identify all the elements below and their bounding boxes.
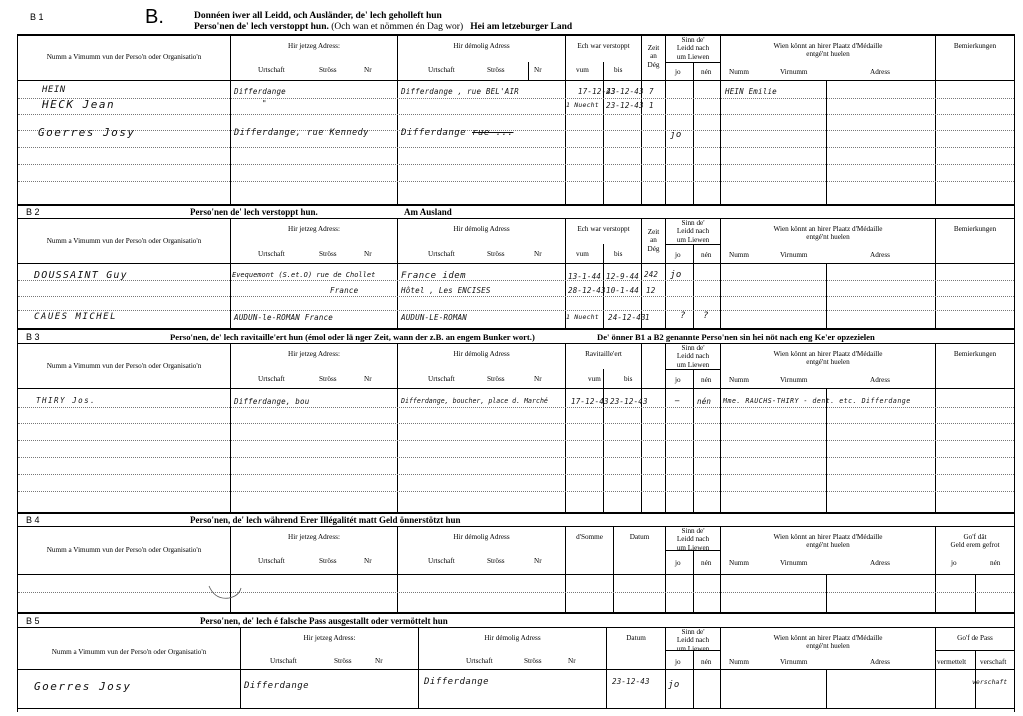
b4-col-gave-no: nén — [990, 559, 1001, 567]
b3-col-town2: Urtschaft — [428, 375, 455, 383]
b1-col-from: vum — [576, 66, 589, 74]
b5-top-rule — [17, 612, 1015, 614]
b2-r1-to2: 10-1-44 — [606, 286, 640, 295]
b5-r1-name: Goerres Josy — [34, 680, 132, 693]
b4-col-current: Hir jetzeg Adress: — [288, 533, 340, 541]
b3-col-mname: Numm — [729, 376, 749, 384]
b5-col-town2: Urtschaft — [466, 657, 493, 665]
b2-col-street2: Ströss — [487, 250, 505, 258]
b1-r1-former: Differdange , rue BEL'AIR — [401, 87, 519, 96]
b4-col-maddr: Adress — [870, 559, 890, 567]
b1-r2-from: 1 Nuecht — [566, 101, 599, 109]
b1-top-rule — [17, 34, 1015, 36]
b2-r2-to: 24-12-43 — [608, 313, 646, 322]
b5-col-nr2: Nr — [568, 657, 576, 665]
b2-r1-current: Evequemont (S.et.O) rue de Chollet — [232, 271, 376, 279]
b1-r2-days: 1 — [649, 101, 654, 110]
b3-col-ravitaille: Ravitaille'ert — [585, 350, 622, 358]
b5-col-yes: jo — [675, 658, 681, 666]
header-line1: Donnéen iwer all Leidd, och Ausländer, de' lech geholleft hun — [194, 11, 442, 21]
b2-col-yes: jo — [675, 251, 681, 259]
b3-top-rule — [17, 328, 1015, 330]
b3-col-remarks: Bemierkungen — [953, 350, 997, 358]
b5-col-maddr: Adress — [870, 658, 890, 666]
header-line2b: (Och wan et nömmen én Dag wor) — [331, 22, 464, 32]
b5-title: Perso'nen, de' lech é falsche Pass ausgestallt oder vermöttelt hun — [200, 616, 448, 626]
b3-r1-former: Differdange, boucher, place d. Marché — [401, 397, 548, 405]
b1-col-former: Hir démolig Adress — [453, 42, 510, 50]
b4-col-alive: Sinn de' Leidd nach um Liewen — [676, 527, 710, 552]
b5-r1-yes: jo — [668, 680, 680, 690]
b1-col-street: Ströss — [319, 66, 337, 74]
b2-col-nr: Nr — [364, 250, 372, 258]
b1-col-town: Urtschaft — [258, 66, 285, 74]
b2-col-town: Urtschaft — [258, 250, 285, 258]
b4-stray-mark — [205, 584, 245, 604]
b1-r3-yes: jo — [670, 130, 682, 140]
b5-col-former: Hir démolig Adress — [484, 634, 541, 642]
b2-r2-yes: ? — [680, 311, 686, 321]
frame-right — [1014, 34, 1015, 712]
b1-col-mfirst: Virnumm — [780, 68, 808, 76]
b2-col-former: Hir démolig Adress — [453, 225, 510, 233]
b3-r1-from: 17-12-43 — [571, 397, 609, 406]
b1-r1-medal: HEIN Emilie — [725, 87, 777, 96]
b2-r1-from2: 28-12-43 — [568, 286, 606, 295]
b2-r1-days: 242 — [644, 270, 659, 279]
b2-r2-days: 1 — [645, 313, 650, 322]
b5-col-medal: Wien könnt an hirer Plaatz d'Médaille entgé'nt huelen — [773, 634, 883, 651]
b2-r2-name: CAUES MICHEL — [34, 312, 118, 322]
b2-col-to: bis — [614, 250, 623, 258]
b2-title: Perso'nen de' lech verstoppt hun. — [190, 207, 318, 217]
b1-r1-days: 7 — [649, 87, 654, 96]
b5-col-issued: vermettelt — [937, 658, 967, 666]
b2-col-mfirst: Virnumm — [780, 251, 808, 259]
b4-col-street: Ströss — [319, 557, 337, 565]
b2-r2-former: AUDUN-LE-ROMAN — [401, 313, 468, 322]
b2-col-mname: Numm — [729, 251, 749, 259]
b4-col-nr: Nr — [364, 557, 372, 565]
b2-col-hidden: Ech war verstoppt — [577, 225, 630, 233]
b3-title: Perso'nen, de' lech ravitaille'ert hun (émol oder lä nger Zeit, wann der z.B. an engem Bunker wort.) — [170, 332, 535, 342]
b5-col-pass: Go'f de Pass — [957, 634, 993, 642]
b2-top-rule — [17, 204, 1015, 206]
b2-col-maddr: Adress — [870, 251, 890, 259]
b1-col-name: Numm a Vimumm vun der Perso'n oder Organisatio'n — [46, 53, 202, 61]
b4-col-name: Numm a Vimumm vun der Perso'n oder Organisatio'n — [46, 546, 202, 554]
b4-col-no: nén — [701, 559, 712, 567]
b2-header-rule — [17, 263, 1015, 264]
b5-col-no: nén — [701, 658, 712, 666]
b3-r1-medal: Mme. RAUCHS-THIRY - dent. etc. Differdange — [723, 397, 911, 405]
b2-r2-current: AUDUN-le-ROMAN France — [234, 313, 334, 322]
b5-col-nr: Nr — [375, 657, 383, 665]
b2-r1-yes: jo — [670, 270, 682, 280]
b1-col-time: Zeit an Dég — [647, 44, 660, 69]
b4-header-rule — [17, 574, 1015, 575]
b4-col-town: Urtschaft — [258, 557, 285, 565]
b5-header-rule — [17, 669, 1015, 670]
b5-col-date: Datum — [626, 634, 646, 642]
b1-r2-to: 23-12-43 — [606, 101, 644, 110]
b1-r1-name: HEIN — [42, 85, 66, 95]
b2-r1-current2: France — [330, 286, 359, 295]
header-line2c: Hei am letzeburger Land — [470, 22, 573, 32]
b2-col-name: Numm a Vimumm vun der Perso'n oder Organisatio'n — [46, 237, 202, 245]
b1-col-maddr: Adress — [870, 68, 890, 76]
b5-bottom-rule — [17, 708, 1015, 709]
b3-col-no: nén — [701, 376, 712, 384]
b1-col-mname: Numm — [729, 68, 749, 76]
b2-col-street: Ströss — [319, 250, 337, 258]
b4-col-medal: Wien könnt an hirer Plaatz d'Médaille entgé'nt huelen — [773, 533, 883, 550]
b3-col-nr: Nr — [364, 375, 372, 383]
b5-col-procured: verschaft — [980, 658, 1007, 666]
b1-r3-current: Differdange, rue Kennedy — [234, 128, 369, 138]
b3-header-rule — [17, 388, 1015, 389]
b1-col-yes: jo — [675, 68, 681, 76]
b3-col-town: Urtschaft — [258, 375, 285, 383]
b3-title2: De' önner B1 a B2 genannte Perso'nen sin hei nöt nach eng Ke'er opzezielen — [597, 332, 875, 342]
b3-col-from: vum — [588, 375, 601, 383]
b2-col-medal: Wien könnt an hirer Plaatz d'Médaille entgé'nt huelen — [773, 225, 883, 242]
section-code-b2: B 2 — [26, 207, 40, 217]
b1-col-to: bis — [614, 66, 623, 74]
b3-r1-current: Differdange, bou — [234, 397, 310, 406]
b3-col-to: bis — [624, 375, 633, 383]
b3-r1-to: 23-12-43 — [610, 397, 648, 406]
b3-col-current: Hir jetzeg Adress: — [288, 350, 340, 358]
b2-r2-no: ? — [703, 311, 709, 321]
b3-col-maddr: Adress — [870, 376, 890, 384]
b5-col-mfirst: Virnumm — [780, 658, 808, 666]
b4-col-street2: Ströss — [487, 557, 505, 565]
b4-col-mname: Numm — [729, 559, 749, 567]
b3-col-name: Numm a Vimumm vun der Perso'n oder Organisatio'n — [46, 362, 202, 370]
b4-col-gave-yes: jo — [951, 559, 957, 567]
b1-col-nr2: Nr — [534, 66, 542, 74]
b5-r1-former: Differdange — [424, 677, 490, 687]
section-code-b1: B 1 — [30, 12, 44, 22]
section-code-b3: B 3 — [26, 332, 40, 342]
b1-col-remarks: Bemierkungen — [953, 42, 997, 50]
b2-r1-days2: 12 — [646, 286, 656, 295]
b4-col-yes: jo — [675, 559, 681, 567]
b1-col-hidden: Ech war verstoppt — [577, 42, 630, 50]
b1-col-nr: Nr — [364, 66, 372, 74]
b3-col-medal: Wien könnt an hirer Plaatz d'Médaille entgé'nt huelen — [773, 350, 883, 367]
b2-r1-name: DOUSSAINT Guy — [34, 270, 128, 281]
b4-col-gave: Go'f dät Geld erem gefrot — [950, 533, 1000, 550]
b5-r1-procured: verschaft — [972, 678, 1008, 686]
b5-r1-date: 23-12-43 — [612, 677, 650, 686]
section-code-b4: B 4 — [26, 515, 40, 525]
b3-r1-yes: — — [675, 396, 680, 405]
b2-r1-former: France idem — [401, 271, 467, 281]
b2-col-time: Zeit an Dég — [647, 228, 660, 253]
b4-col-former: Hir démolig Adress — [453, 533, 510, 541]
b4-col-date: Datum — [629, 533, 650, 541]
b1-r1-current: Differdange — [234, 87, 286, 96]
b3-col-former: Hir démolig Adress — [453, 350, 510, 358]
b1-col-town2: Urtschaft — [428, 66, 455, 74]
section-code-b5: B 5 — [26, 616, 40, 626]
b3-col-mfirst: Virnumm — [780, 376, 808, 384]
b4-title: Perso'nen, de' lech während Erer Illégalitét matt Geld önnerstötzt hun — [190, 515, 461, 525]
b2-col-no: nén — [701, 251, 712, 259]
b1-col-no: nén — [701, 68, 712, 76]
b1-r2-current: " — [262, 99, 267, 108]
b3-r1-name: THIRY Jos. — [36, 396, 97, 405]
b5-col-street2: Ströss — [524, 657, 542, 665]
header-line2a: Perso'nen de' lech verstoppt hun. — [194, 22, 329, 32]
form-letter: B. — [145, 6, 164, 28]
b1-r3-name: Goerres Josy — [38, 126, 136, 139]
b1-col-medal: Wien könnt an hirer Plaatz d'Médaille entgé'nt huelen — [773, 42, 883, 59]
b2-title2: Am Ausland — [404, 207, 452, 217]
header-line2 — [194, 22, 572, 32]
b2-col-alive: Sinn de' Leidd nach um Liewen — [676, 219, 710, 244]
b5-col-current: Hir jetzeg Adress: — [303, 634, 356, 642]
b1-r3-former: Differdange rue ... — [401, 128, 514, 138]
frame-left — [17, 34, 18, 712]
b2-r1-from: 13-1-44 — [568, 272, 602, 281]
b5-col-alive: Sinn de' Leidd nach um Liewen — [676, 628, 710, 653]
b5-r1-current: Differdange — [244, 681, 310, 691]
b5-col-name: Numm a Vimumm vun der Perso'n oder Organisatio'n — [51, 648, 207, 656]
b1-r1-to: 23-12-43 — [606, 87, 644, 96]
b5-col-street: Ströss — [334, 657, 352, 665]
b2-col-remarks: Bemierkungen — [953, 225, 997, 233]
b3-col-nr2: Nr — [534, 375, 542, 383]
b4-col-amount: d'Somme — [576, 533, 603, 541]
b2-col-current: Hir jetzeg Adress: — [288, 225, 340, 233]
b5-col-town: Urtschaft — [270, 657, 297, 665]
b1-r1-from: 17-12-43 — [578, 87, 616, 96]
b4-col-nr2: Nr — [534, 557, 542, 565]
b5-col-mname: Numm — [729, 658, 749, 666]
b4-top-rule — [17, 512, 1015, 514]
b4-col-town2: Urtschaft — [428, 557, 455, 565]
b2-r1-former2: Hôtel , Les ENCISES — [401, 286, 491, 295]
b3-col-yes: jo — [675, 376, 681, 384]
b2-r2-from: 1 Nuecht — [566, 313, 599, 321]
b1-header-rule — [17, 80, 1015, 81]
b4-col-mfirst: Virnumm — [780, 559, 808, 567]
b3-r1-no: nén — [697, 397, 712, 406]
b3-col-street: Ströss — [319, 375, 337, 383]
b1-r2-name: HECK Jean — [42, 98, 116, 111]
b1-col-street2: Ströss — [487, 66, 505, 74]
b1-col-current: Hir jetzeg Adress: — [288, 42, 340, 50]
b2-r1-to: 12-9-44 — [606, 272, 640, 281]
b2-col-nr2: Nr — [534, 250, 542, 258]
b2-col-from: vum — [576, 250, 589, 258]
b3-col-street2: Ströss — [487, 375, 505, 383]
b2-col-town2: Urtschaft — [428, 250, 455, 258]
b1-col-alive: Sinn de' Leidd nach um Liewen — [676, 36, 710, 61]
b3-col-alive: Sinn de' Leidd nach um Liewen — [676, 344, 710, 369]
